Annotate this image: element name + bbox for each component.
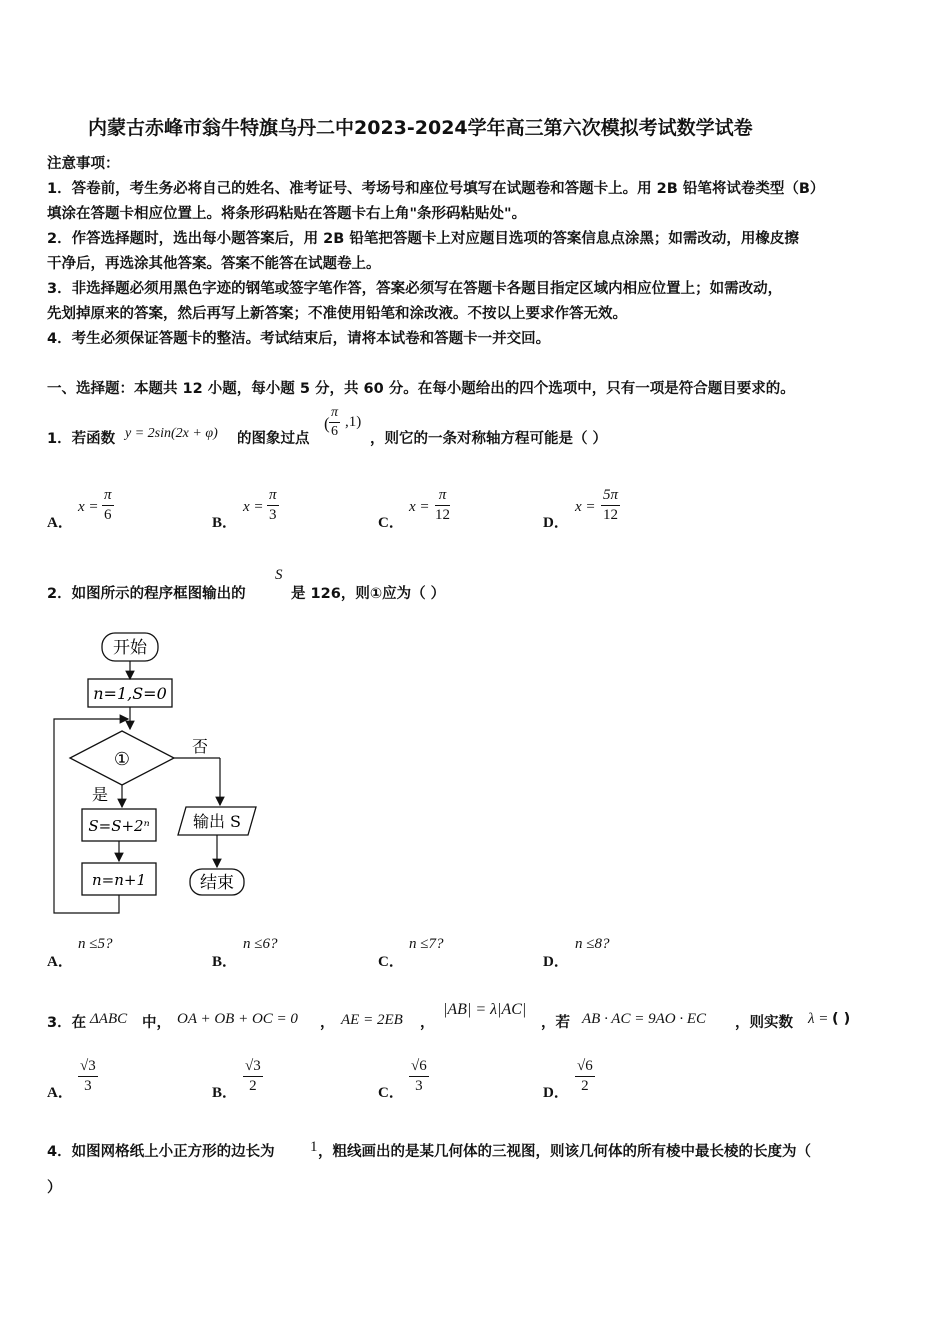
flow-yes-label: 是 bbox=[91, 785, 109, 804]
q3-option-b-den: 2 bbox=[249, 1078, 257, 1094]
q1-option-a-num: π bbox=[102, 487, 114, 506]
notice-line-1: 1．答卷前，考生务必将自己的姓名、准考证号、考场号和座位号填写在试题卷和答题卡上。用 2B 铅笔将试卷类型（B） bbox=[47, 181, 825, 197]
q1-option-b-fraction bbox=[267, 487, 279, 524]
q2-suffix: 是 126，则①应为（ ） bbox=[291, 586, 446, 602]
q3-option-d-fraction bbox=[575, 1058, 595, 1095]
notice-line-6: 先划掉原来的答案，然后再写上新答案；不准使用铅笔和涂改液。不按以上要求作答无效。 bbox=[47, 306, 627, 322]
q1-option-d-den: 12 bbox=[603, 507, 618, 523]
q2-var: S bbox=[275, 567, 283, 583]
q1-point-num: π bbox=[329, 405, 340, 423]
q3-expr-2: AE = 2EB bbox=[341, 1012, 403, 1028]
q1-point-fraction bbox=[329, 405, 340, 440]
flow-end-text: 结束 bbox=[200, 873, 234, 893]
q3-t6: ( ) bbox=[832, 1011, 851, 1027]
q3-prefix: 3．在 bbox=[47, 1015, 87, 1031]
q2-option-d-label: D． bbox=[543, 954, 569, 970]
q1-option-a-den: 6 bbox=[104, 507, 112, 523]
q3-option-a-num: √3 bbox=[78, 1058, 98, 1077]
q3-expr-3: |AB| = λ|AC| bbox=[443, 1001, 527, 1018]
q4-close: ） bbox=[47, 1180, 62, 1196]
q1-point-close: ,1) bbox=[345, 414, 362, 430]
q2-option-c-expr: n ≤7? bbox=[409, 936, 444, 952]
q3-option-a-label: A． bbox=[47, 1085, 73, 1101]
q1-option-c-num: π bbox=[435, 487, 450, 506]
q3-option-c-label: C． bbox=[378, 1085, 404, 1101]
q3-expr-4: AB · AC = 9AO · EC bbox=[582, 1011, 707, 1027]
q3-t4: ，若 bbox=[541, 1015, 570, 1031]
q3-option-c-num: √6 bbox=[409, 1058, 429, 1077]
q1-option-b-num: π bbox=[267, 487, 279, 506]
flow-step2-text: n=n+1 bbox=[91, 871, 147, 889]
notice-line-2: 填涂在答题卡相应位置上。将条形码粘贴在答题卡右上角"条形码粘贴处"。 bbox=[47, 206, 527, 222]
q1-point-den: 6 bbox=[331, 424, 338, 439]
notice-line-7: 4．考生必须保证答题卡的整洁。考试结束后，请将本试卷和答题卡一并交回。 bbox=[47, 331, 551, 347]
page-title: 内蒙古赤峰市翁牛特旗乌丹二中2023-2024学年高三第六次模拟考试数学试卷 bbox=[88, 117, 753, 139]
q1-option-b-lhs: x = bbox=[243, 499, 264, 515]
q3-option-b-label: B． bbox=[212, 1085, 238, 1101]
q2-prefix: 2．如图所示的程序框图输出的 bbox=[47, 586, 246, 602]
q3-option-b-fraction bbox=[243, 1058, 263, 1095]
flow-no-label: 否 bbox=[191, 737, 209, 756]
q3-expr-5: λ = bbox=[808, 1011, 829, 1027]
q1-option-d-lhs: x = bbox=[575, 499, 596, 515]
q3-option-d-label: D． bbox=[543, 1085, 569, 1101]
q4-suffix: ，粗线画出的是某几何体的三视图，则该几何体的所有棱中最长棱的长度为（ bbox=[318, 1144, 811, 1160]
flow-init-text: n=1,S=0 bbox=[93, 684, 167, 703]
q2-option-c-label: C． bbox=[378, 954, 404, 970]
q1-point-open: ( bbox=[324, 414, 330, 433]
q1-prefix: 1．若函数 bbox=[47, 431, 116, 447]
q1-option-c-label: C． bbox=[378, 515, 404, 531]
q1-option-d-label: D． bbox=[543, 515, 569, 531]
q1-function: y = 2sin(2x + φ) bbox=[125, 426, 218, 441]
q1-option-c-fraction bbox=[435, 487, 450, 524]
q1-option-c-den: 12 bbox=[435, 507, 450, 523]
q1-option-c-lhs: x = bbox=[409, 499, 430, 515]
q3-option-d-num: √6 bbox=[575, 1058, 595, 1077]
notice-line-4: 干净后，再选涂其他答案。答案不能答在试题卷上。 bbox=[47, 256, 381, 272]
q3-option-d-den: 2 bbox=[581, 1078, 589, 1094]
q1-option-d-num: 5π bbox=[601, 487, 620, 506]
q2-flowchart bbox=[40, 625, 280, 920]
q3-option-a-fraction bbox=[78, 1058, 98, 1095]
q1-option-a-lhs: x = bbox=[78, 499, 99, 515]
flow-step1-text: S=S+2ⁿ bbox=[88, 817, 150, 835]
flow-output-text: 输出 S bbox=[192, 812, 242, 831]
q2-option-d-expr: n ≤8? bbox=[575, 936, 610, 952]
q3-option-c-fraction bbox=[409, 1058, 429, 1095]
q1-option-b-label: B． bbox=[212, 515, 238, 531]
q1-option-b-den: 3 bbox=[269, 507, 277, 523]
q3-t2: ， bbox=[320, 1015, 335, 1031]
q3-t1: 中， bbox=[142, 1015, 171, 1031]
q2-option-b-expr: n ≤6? bbox=[243, 936, 278, 952]
q2-option-b-label: B． bbox=[212, 954, 238, 970]
q1-option-a-fraction bbox=[102, 487, 114, 524]
q3-t3: ， bbox=[420, 1015, 435, 1031]
q4-one: 1 bbox=[310, 1139, 318, 1155]
q4-prefix: 4．如图网格纸上小正方形的边长为 bbox=[47, 1144, 275, 1160]
q3-triangle: ΔABC bbox=[90, 1011, 128, 1027]
flow-cond-text: ① bbox=[113, 749, 131, 770]
q2-option-a-expr: n ≤5? bbox=[78, 936, 113, 952]
notice-line-5: 3．非选择题必须用黑色字迹的钢笔或签字笔作答，答案必须写在答题卡各题目指定区域内相应位置上；如需改动， bbox=[47, 281, 783, 297]
section-heading: 一、选择题：本题共 12 小题，每小题 5 分，共 60 分。在每小题给出的四个选项中，只有一项是符合题目要求的。 bbox=[47, 381, 795, 397]
q1-option-a-label: A． bbox=[47, 515, 73, 531]
notice-line-3: 2．作答选择题时，选出每小题答案后，用 2B 铅笔把答题卡上对应题目选项的答案信息点涂黑；如需改动，用橡皮擦 bbox=[47, 231, 799, 247]
q3-option-c-den: 3 bbox=[415, 1078, 423, 1094]
notice-heading: 注意事项： bbox=[47, 156, 120, 172]
q3-expr-1: OA + OB + OC = 0 bbox=[177, 1011, 298, 1027]
q3-option-a-den: 3 bbox=[84, 1078, 92, 1094]
flow-start-text: 开始 bbox=[113, 638, 147, 658]
q1-option-d-fraction bbox=[601, 487, 620, 524]
q3-t5: ，则实数 bbox=[735, 1015, 793, 1031]
q3-option-b-num: √3 bbox=[243, 1058, 263, 1077]
q1-mid: 的图象过点 bbox=[237, 431, 310, 447]
q1-suffix: ，则它的一条对称轴方程可能是（ ） bbox=[370, 431, 608, 447]
q2-option-a-label: A． bbox=[47, 954, 73, 970]
